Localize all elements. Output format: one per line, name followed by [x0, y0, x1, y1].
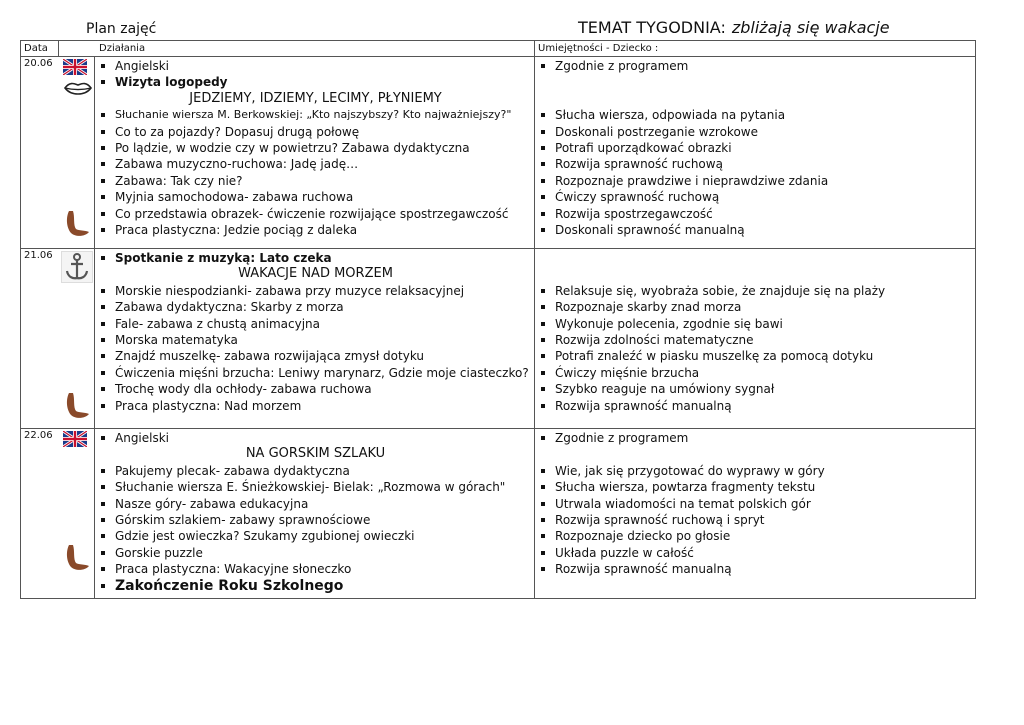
- section-heading: NA GÓRSKIM SZLAKU: [245, 446, 386, 462]
- list-item: Angielski: [97, 58, 534, 74]
- list-item: Ćwiczy sprawność ruchową: [537, 189, 975, 205]
- list-item: Wykonuje polecenia, zgodnie się bawi: [537, 316, 975, 332]
- list-item: Co to za pojazdy? Dopasuj drugą połowę: [97, 124, 534, 140]
- list-item: Ćwiczy mięśnie brzucha: [537, 365, 975, 381]
- day-row: [21, 429, 976, 599]
- list-item: Nasze góry- zabawa edukacyjna: [97, 496, 534, 512]
- list-item: Rozwija sprawność ruchową: [537, 156, 975, 172]
- list-item: Rozwija sprawność ruchową i spryt: [537, 512, 975, 528]
- day-skills: [535, 57, 976, 249]
- list-item: Zabawa: Tak czy nie?: [97, 173, 534, 189]
- list-item: Słucha wiersza, odpowiada na pytania: [537, 107, 975, 123]
- list-item: Praca plastyczna: Jedzie pociąg z daleka: [97, 222, 534, 238]
- list-item: Morska matematyka: [97, 332, 534, 348]
- list-item: Zakończenie Roku Szkolnego: [97, 578, 534, 594]
- list-item: Rozwija sprawność manualną: [537, 561, 975, 577]
- list-item: Doskonali postrzeganie wzrokowe: [537, 124, 975, 140]
- list-item: [537, 91, 975, 107]
- topic-value: zbliżają się wakacje: [731, 18, 890, 37]
- day-activities: [95, 249, 535, 429]
- list-item: Górskim szlakiem- zabawy sprawnościowe: [97, 512, 534, 528]
- list-item: [537, 266, 975, 282]
- day-date: 20.06: [21, 57, 59, 249]
- list-item: Po lądzie, w wodzie czy w powietrzu? Zabawa dydaktyczna: [97, 140, 534, 156]
- list-item: Rozwija zdolności matematyczne: [537, 332, 975, 348]
- plan-title: Plan zajęć: [86, 21, 157, 37]
- list-item: Gorskie puzzle: [97, 545, 534, 561]
- day-activities: [95, 429, 535, 599]
- day-date: 22.06: [21, 429, 59, 599]
- day-activities: [95, 57, 535, 249]
- section-heading: WAKACJE NAD MORZEM: [238, 266, 393, 282]
- anchor-icon: [61, 251, 93, 283]
- list-item: Słuchanie wiersza E. Śnieżkowskiej- Bielak: „Rozmowa w górach": [97, 479, 534, 495]
- list-item: Morskie niespodzianki- zabawa przy muzyce relaksacyjnej: [97, 283, 534, 299]
- list-item: Myjnia samochodowa- zabawa ruchowa: [97, 189, 534, 205]
- list-item: Praca plastyczna: Nad morzem: [97, 398, 534, 414]
- list-item: Słuchanie wiersza M. Berkowskiej: „Kto najszybszy? Kto najważniejszy?": [97, 107, 534, 123]
- table-header-row: [21, 41, 976, 57]
- list-item: Angielski: [97, 430, 534, 446]
- lips-icon: [63, 79, 93, 99]
- header-activities: Działania: [59, 41, 535, 57]
- list-item: Wie, jak się przygotować do wyprawy w góry: [537, 463, 975, 479]
- list-item: Znajdź muszelkę- zabawa rozwijająca zmysł dotyku: [97, 348, 534, 364]
- list-item: Rozpoznaje dziecko po głosie: [537, 528, 975, 544]
- topic-label: TEMAT TYGODNIA:: [578, 18, 726, 37]
- list-item: Gdzie jest owieczka? Szukamy zgubionej owieczki: [97, 528, 534, 544]
- list-item: Co przedstawia obrazek- ćwiczenie rozwijające spostrzegawczość: [97, 206, 534, 222]
- list-item: [537, 446, 975, 462]
- list-item: Fale- zabawa z chustą animacyjna: [97, 316, 534, 332]
- day-icons: [59, 249, 95, 429]
- hand-stamp-icon: [63, 207, 93, 239]
- list-item: Rozpoznaje skarby znad morza: [537, 299, 975, 315]
- header-skills: Umiejętności - Dziecko :: [535, 41, 976, 57]
- list-item: [537, 74, 975, 90]
- day-date: 21.06: [21, 249, 59, 429]
- list-item: Rozwija spostrzegawczość: [537, 206, 975, 222]
- list-item: [537, 250, 975, 266]
- list-item: Ćwiczenia mięśni brzucha: Leniwy marynarz, Gdzie moje ciasteczko?: [97, 365, 534, 381]
- list-item: Układa puzzle w całość: [537, 545, 975, 561]
- day-skills: [535, 249, 976, 429]
- list-item: Wizyta logopedy: [97, 74, 534, 90]
- hand-stamp-icon: [63, 541, 93, 573]
- day-icons: [59, 57, 95, 249]
- list-item: Zabawa dydaktyczna: Skarby z morza: [97, 299, 534, 315]
- list-item: Praca plastyczna: Wakacyjne słoneczko: [97, 561, 534, 577]
- uk-flag-icon: [63, 59, 87, 75]
- list-item: Utrwala wiadomości na temat polskich gór: [537, 496, 975, 512]
- list-item: Zgodnie z programem: [537, 430, 975, 446]
- uk-flag-icon: [63, 431, 87, 447]
- hand-stamp-icon: [63, 389, 93, 421]
- header-date: Data: [21, 41, 59, 57]
- list-item: Doskonali sprawność manualną: [537, 222, 975, 238]
- day-skills: [535, 429, 976, 599]
- week-topic: [578, 18, 890, 37]
- list-item: Rozpoznaje prawdziwe i nieprawdziwe zdania: [537, 173, 975, 189]
- day-row: [21, 249, 976, 429]
- list-item: Zgodnie z programem: [537, 58, 975, 74]
- list-item: Potrafi uporządkować obrazki: [537, 140, 975, 156]
- list-item: Słucha wiersza, powtarza fragmenty tekstu: [537, 479, 975, 495]
- section-heading: JEDZIEMY, IDZIEMY, LECIMY, PŁYNIEMY: [189, 90, 442, 106]
- day-row: [21, 57, 976, 249]
- list-item: Trochę wody dla ochłody- zabawa ruchowa: [97, 381, 534, 397]
- day-icons: [59, 429, 95, 599]
- plan-table: [20, 40, 976, 599]
- list-item: Szybko reaguje na umówiony sygnał: [537, 381, 975, 397]
- list-item: Zabawa muzyczno-ruchowa: Jadę jadę…: [97, 156, 534, 172]
- list-item: Spotkanie z muzyką: Lato czeka: [97, 250, 534, 266]
- list-item: Relaksuje się, wyobraża sobie, że znajduje się na plaży: [537, 283, 975, 299]
- list-item: Potrafi znaleźć w piasku muszelkę za pomocą dotyku: [537, 348, 975, 364]
- list-item: Pakujemy plecak- zabawa dydaktyczna: [97, 463, 534, 479]
- list-item: Rozwija sprawność manualną: [537, 398, 975, 414]
